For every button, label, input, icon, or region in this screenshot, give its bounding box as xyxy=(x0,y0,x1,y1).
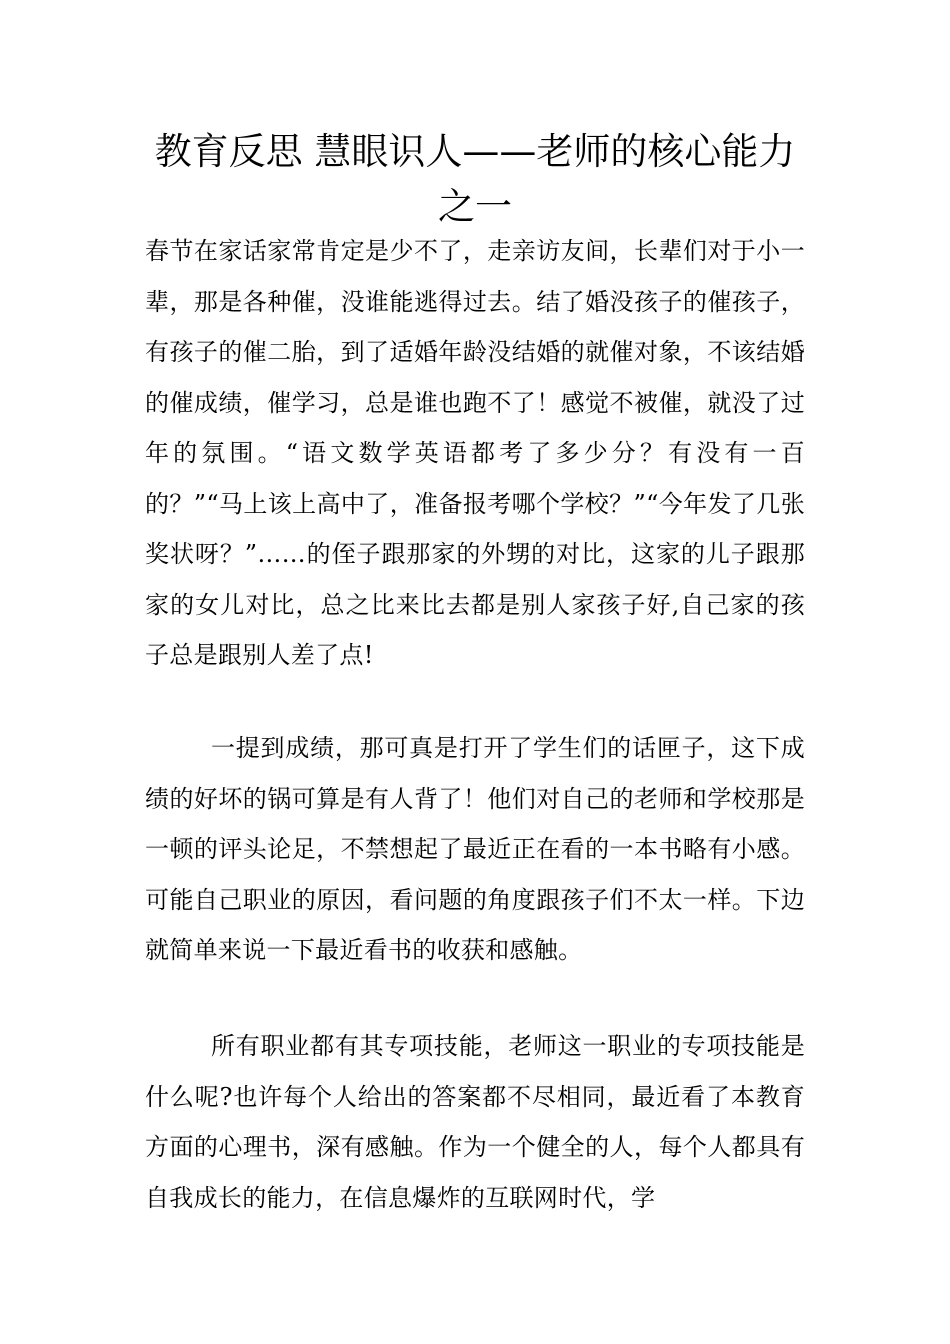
paragraph-2: 一提到成绩，那可真是打开了学生们的话匣子，这下成绩的好坏的锅可算是有人背了！他们对自己的老师和学校那是一顿的评头论足，不禁想起了最近正在看的一本书略有小感。可能自己职业的原因，看问题的角度跟孩子们不太一样。下边就简单来说一下最近看书的收获和感触。 xyxy=(145,734,805,964)
paragraph-1: 春节在家话家常肯定是少不了，走亲访友间，长辈们对于小一辈，那是各种催，没谁能逃得过去。结了婚没孩子的催孩子，有孩子的催二胎，到了适婚年龄没结婚的就催对象，不该结婚的催成绩，催学习，总是谁也跑不了！感觉不被催，就没了过年的氛围。“语文数学英语都考了多少分？有没有一百的？”“马上该上高中了，准备报考哪个学校？”“今年发了几张奖状呀？”……的侄子跟那家的外甥的对比，这家的儿子跟那家的女儿对比，总之比来比去都是别人家孩子好,自己家的孩子总是跟别人差了点! xyxy=(145,237,805,669)
document-title: 教育反思 慧眼识人——老师的核心能力之一 xyxy=(154,130,796,228)
paragraph-3: 所有职业都有其专项技能，老师这一职业的专项技能是什么呢?也许每个人给出的答案都不尽相同，最近看了本教育方面的心理书，深有感触。作为一个健全的人，每个人都具有自我成长的能力，在信息爆炸的互联网时代，学 xyxy=(145,1032,805,1212)
